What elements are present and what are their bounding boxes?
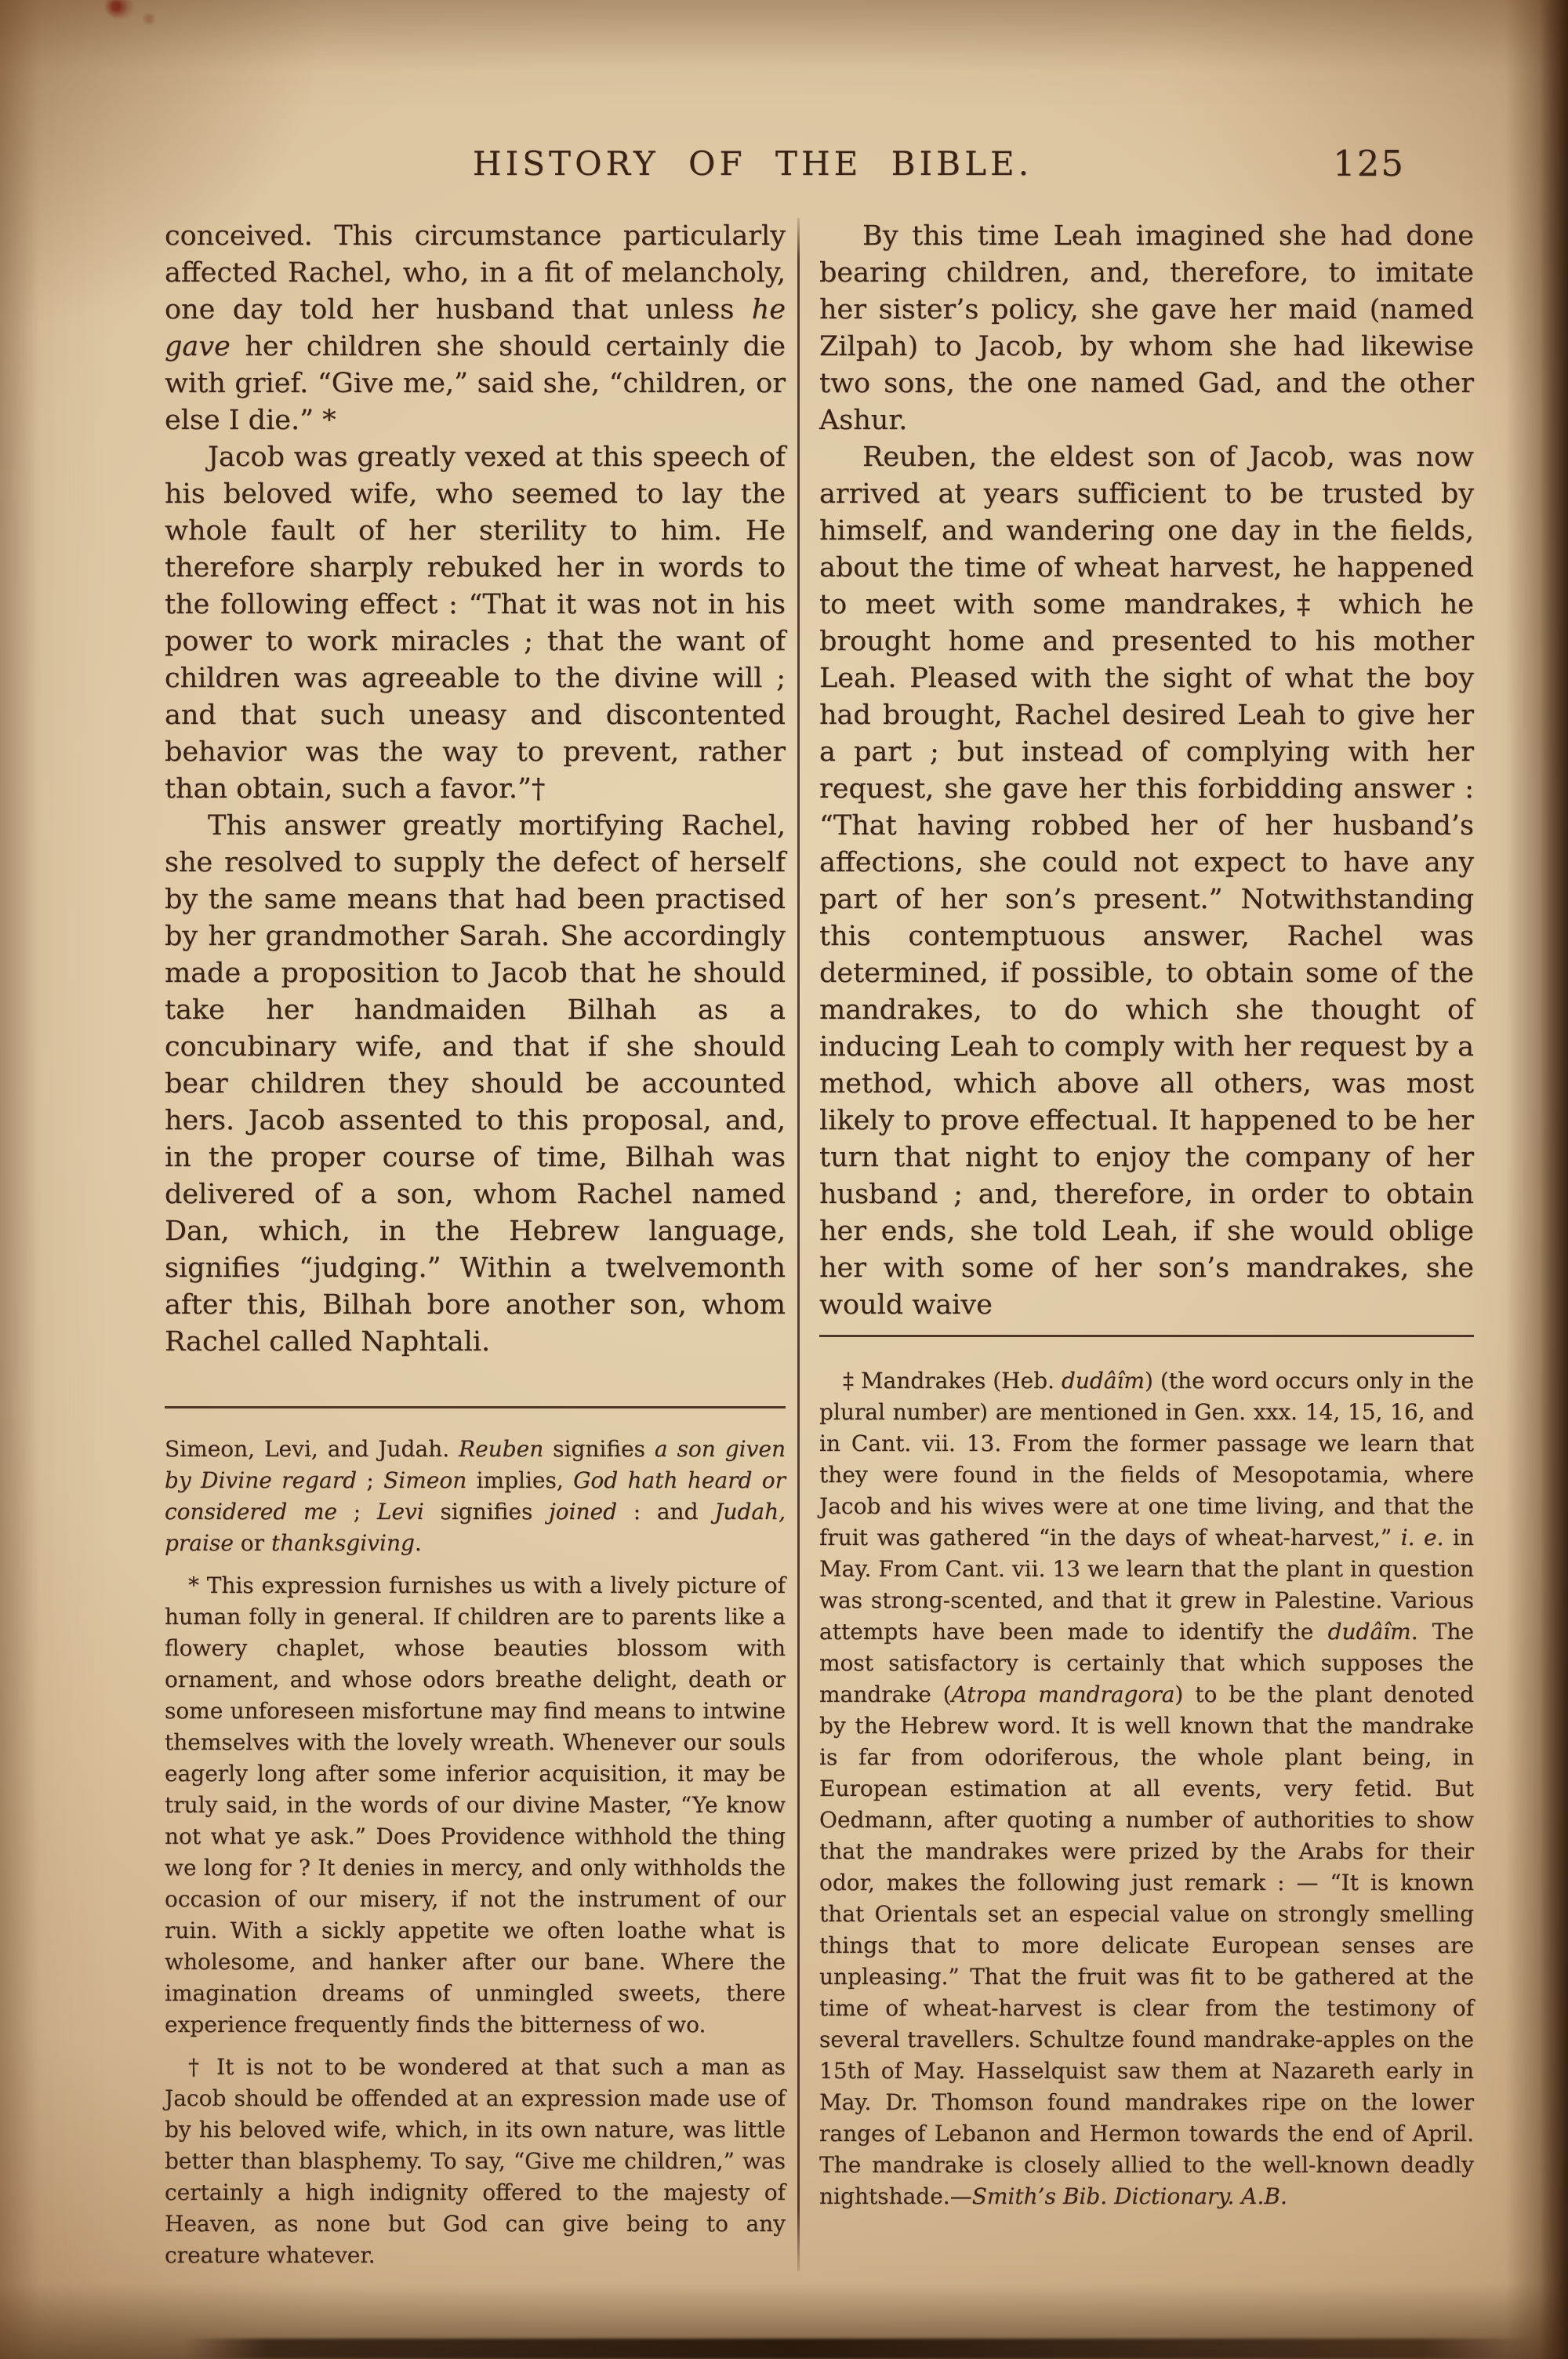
paragraph xyxy=(165,218,786,439)
text-segment: ; xyxy=(337,1499,377,1525)
left-footnotes xyxy=(165,1434,786,2271)
ink-stain xyxy=(100,0,147,31)
italic-text-segment: Simeon xyxy=(383,1467,467,1493)
right-column xyxy=(819,218,1474,2271)
text-segment: Simeon, Levi, and Judah. xyxy=(165,1436,459,1462)
paragraph xyxy=(165,439,786,808)
right-footnote-rule xyxy=(819,1335,1474,1337)
paragraph xyxy=(165,808,786,1361)
left-column xyxy=(165,218,786,2271)
italic-text-segment: he gave xyxy=(165,294,786,362)
column-divider xyxy=(797,218,800,2271)
text-segment: This answer greatly mortifying Rachel, she resolved to supply the defect of herself by the same means that had been practised by her grandmother Sarah. She accordingly made a proposition to Jacob that he should take her handmaiden Bilhah as a concubinary wife, and that if she should bear children they should be accounted hers. Jacob assented to this proposal, and, in the proper course of time, Bilhah was delivered of a son, whom Rachel named Dan, which, in the Hebrew language, signifies “judging.” Within a twelvemonth after this, Bilhah bore another son, whom Rachel called Naphtali. xyxy=(165,810,786,1358)
left-main-text xyxy=(165,218,786,1361)
paragraph xyxy=(165,2052,786,2271)
italic-text-segment: Levi xyxy=(376,1499,424,1525)
text-segment: her children she should certainly die with grief. “Give me,” said she, “children, or else I die.” * xyxy=(165,331,786,436)
paragraph xyxy=(819,1365,1474,2212)
text-segment: ; xyxy=(357,1467,384,1493)
page-edge-shadow-right xyxy=(1540,0,1568,2359)
text-segment: or xyxy=(233,1530,271,1556)
text-segment: signifies xyxy=(543,1436,655,1462)
text-segment: signifies xyxy=(423,1499,550,1525)
text-columns xyxy=(165,218,1474,2271)
page-title: HISTORY OF THE BIBLE. xyxy=(472,144,1033,183)
text-segment: ) (the word occurs only in the plural number) are mentioned in Gen. xxx. 14, 15, 16, and in Cant. vii. 13. From the former passage we learn that they were found in the fields of Mesopotamia, where Jacob and his wives were at one time living, and that the fruit was gathered “in the days of wheat-harvest,” xyxy=(819,1368,1474,1550)
text-segment: . xyxy=(414,1530,422,1556)
text-segment: ) to be the plant denoted by the Hebrew word. It is well known that the mandrake is far from odoriferous, the whole plant being, in European estimation at all events, very fetid. But Oedmann, after quoting a number of authorities to show that the mandrakes were prized by the Arabs for their odor, makes the following just remark : — “It is known that Orientals set an especial value on strongly smelling things that to more delicate European senses are unpleasing.” That the fruit was fit to be gathered at the time of wheat-harvest is clear from the testimony of several travellers. Schultze found mandrake-apples on the 15th of May. Hasselquist saw them at Nazareth early in May. Dr. Thomson found mandrakes ripe on the lower ranges of Lebanon and Hermon towards the end of April. The mandrake is closely allied to the well-known deadly nightshade.— xyxy=(819,1681,1475,2209)
paragraph xyxy=(165,1434,786,1559)
text-segment: implies, xyxy=(466,1467,574,1493)
italic-text-segment: a son given by Divine regard xyxy=(165,1436,786,1493)
text-segment: By this time Leah imagined she had done bearing children, and, therefore, to imitate her sister’s policy, she gave her maid (named Zilpah) to Jacob, by whom she had likewise two sons, the one named Gad, and the other Ashur. xyxy=(819,220,1474,436)
paragraph xyxy=(165,1570,786,2041)
italic-text-segment: dudâîm xyxy=(1061,1368,1145,1394)
italic-text-segment: God hath heard or considered me xyxy=(165,1467,786,1525)
italic-text-segment: Judah, praise xyxy=(165,1499,786,1556)
italic-text-segment: dudâîm xyxy=(1327,1619,1411,1645)
text-segment: Jacob was greatly vexed at this speech of his beloved wife, who seemed to lay the whole fault of her sterility to him. He therefore sharply rebuked her in words to the following effect : “That it was not in his power to work miracles ; that the want of children was agreeable to the divine will ; and that such uneasy and discontented behavior was the way to prevent, rather than obtain, such a favor.”† xyxy=(165,442,786,805)
italic-text-segment: thanksgiving xyxy=(270,1530,415,1556)
italic-text-segment: Smith’s Bib. Dictionary. A.B. xyxy=(971,2183,1287,2209)
italic-text-segment: Atropa mandragora xyxy=(951,1681,1175,1707)
text-segment: in May. From Cant. vii. 13 we learn that the plant in question was strong-scented, and that it grew in Palestine. Various attempts have been made to identify the xyxy=(819,1525,1474,1645)
text-segment: Reuben, the eldest son of Jacob, was now arrived at years sufficient to be trusted by himself, and wandering one day in the fields, about the time of wheat harvest, he happened to meet with some mandrakes,‡ which he brought home and presented to his mother Leah. Pleased with the sight of what the boy had brought, Rachel desired Leah to give her a part ; but instead of complying with her request, she gave her this forbidding answer : “That having robbed her of her husband’s affections, she could not expect to have any part of her son’s present.” Notwithstanding this contemptuous answer, Rachel was determined, if possible, to obtain some of the mandrakes, to do which she thought of inducing Leah to comply with her request by a method, which above all others, was most likely to prove effectual. It happened to be her turn that night to enjoy the company of her husband ; and, therefore, in order to obtain her ends, she told Leah, if she would oblige her with some of her son’s mandrakes, she would waive xyxy=(819,442,1474,1321)
right-main-text xyxy=(819,218,1474,1324)
paragraph xyxy=(819,218,1474,439)
text-segment: conceived. This circumstance particularly affected Rachel, who, in a fit of melancholy, one day told her husband that unless xyxy=(165,220,786,325)
paragraph xyxy=(819,439,1474,1324)
italic-text-segment: i. e. xyxy=(1400,1525,1444,1550)
text-segment: † It is not to be wondered at that such a man as Jacob should be offended at an expression made use of by his beloved wife, which, in its own nature, was little better than blasphemy. To say, “Give me children,” was certainly a high indignity offered to the majesty of Heaven, as none but God can give being to any creature whatever. xyxy=(165,2054,786,2268)
text-segment: ‡ Mandrakes (Heb. xyxy=(843,1368,1062,1394)
right-footnotes xyxy=(819,1365,1474,2212)
running-head xyxy=(165,144,1474,194)
left-footnote-rule xyxy=(165,1406,786,1408)
text-segment: : and xyxy=(617,1499,715,1525)
text-segment: * This expression furnishes us with a lively picture of human folly in general. If children are to parents like a flowery chaplet, whose beauties blossom with ornament, and whose odors breathe delight, death or some unforeseen misfortune may find means to intwine themselves with the lovely wreath. Whenever our souls eagerly long after some inferior acquisition, it may be truly said, in the words of our divine Master, “Ye know not what ye ask.” Does Providence withhold the thing we long for ? It denies in mercy, and only withholds the occasion of our misery, if not the instrument of our ruin. With a sickly appetite we often loathe what is wholesome, and hanker after our bane. Where the imagination dreams of unmingled sweets, there experience frequently finds the bitterness of wo. xyxy=(165,1572,786,2037)
page-edge-shadow-bottom xyxy=(184,2339,1533,2359)
text-segment: . The most satisfactory is certainly that which supposes the mandrake ( xyxy=(819,1619,1474,1707)
italic-text-segment: Reuben xyxy=(459,1436,544,1462)
italic-text-segment: joined xyxy=(549,1499,618,1525)
page-number: 125 xyxy=(1333,143,1405,184)
